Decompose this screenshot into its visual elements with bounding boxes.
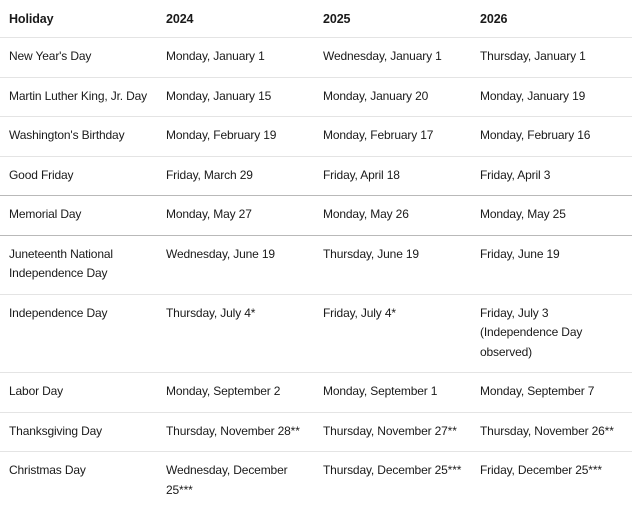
header-year-2026: 2026	[471, 0, 632, 38]
date-2025-cell: Monday, September 1	[314, 373, 471, 413]
table-row	[0, 294, 632, 373]
table-row	[0, 117, 632, 157]
date-2026-cell: Monday, January 19	[471, 77, 632, 117]
date-2024-cell: Wednesday, June 19	[157, 235, 314, 294]
header-holiday: Holiday	[0, 0, 157, 38]
holiday-name-cell: Labor Day	[0, 373, 157, 413]
holiday-name-cell: Washington's Birthday	[0, 117, 157, 157]
date-2024-cell: Thursday, July 4*	[157, 294, 314, 373]
date-2025-cell: Thursday, December 25***	[314, 452, 471, 510]
holiday-name-cell: Thanksgiving Day	[0, 412, 157, 452]
date-2024-cell: Monday, January 1	[157, 38, 314, 78]
holiday-name-cell: Memorial Day	[0, 196, 157, 236]
date-2025-cell: Friday, July 4*	[314, 294, 471, 373]
date-2026-cell: Monday, May 25	[471, 196, 632, 236]
table-row	[0, 38, 632, 78]
date-2024-cell: Thursday, November 28**	[157, 412, 314, 452]
date-2024-cell: Monday, February 19	[157, 117, 314, 157]
date-2026-cell: Friday, June 19	[471, 235, 632, 294]
date-2026-cell: Monday, September 7	[471, 373, 632, 413]
holiday-name-cell: Martin Luther King, Jr. Day	[0, 77, 157, 117]
header-year-2025: 2025	[314, 0, 471, 38]
date-2026-cell: Friday, July 3 (Independence Day observed)	[471, 294, 632, 373]
table-row	[0, 77, 632, 117]
date-2024-cell: Monday, May 27	[157, 196, 314, 236]
table-header	[0, 0, 632, 38]
date-2026-cell: Thursday, January 1	[471, 38, 632, 78]
table-row	[0, 156, 632, 196]
date-2024-cell: Friday, March 29	[157, 156, 314, 196]
date-2026-cell: Friday, April 3	[471, 156, 632, 196]
table-row	[0, 235, 632, 294]
date-2024-cell: Monday, September 2	[157, 373, 314, 413]
holiday-name-cell: Christmas Day	[0, 452, 157, 510]
date-2025-cell: Thursday, June 19	[314, 235, 471, 294]
date-2025-cell: Wednesday, January 1	[314, 38, 471, 78]
header-row	[0, 0, 632, 38]
table-row	[0, 373, 632, 413]
date-2024-cell: Monday, January 15	[157, 77, 314, 117]
date-2025-cell: Monday, January 20	[314, 77, 471, 117]
table-row	[0, 412, 632, 452]
date-2026-cell: Thursday, November 26**	[471, 412, 632, 452]
date-2024-cell: Wednesday, December 25***	[157, 452, 314, 510]
table-row	[0, 452, 632, 510]
date-2025-cell: Monday, February 17	[314, 117, 471, 157]
header-year-2024: 2024	[157, 0, 314, 38]
date-2026-cell: Monday, February 16	[471, 117, 632, 157]
date-2025-cell: Thursday, November 27**	[314, 412, 471, 452]
holiday-name-cell: New Year's Day	[0, 38, 157, 78]
table-body	[0, 38, 632, 510]
holiday-name-cell: Independence Day	[0, 294, 157, 373]
holiday-name-cell: Good Friday	[0, 156, 157, 196]
table-row	[0, 196, 632, 236]
date-2025-cell: Friday, April 18	[314, 156, 471, 196]
date-2026-cell: Friday, December 25***	[471, 452, 632, 510]
date-2025-cell: Monday, May 26	[314, 196, 471, 236]
holiday-name-cell: Juneteenth National Independence Day	[0, 235, 157, 294]
